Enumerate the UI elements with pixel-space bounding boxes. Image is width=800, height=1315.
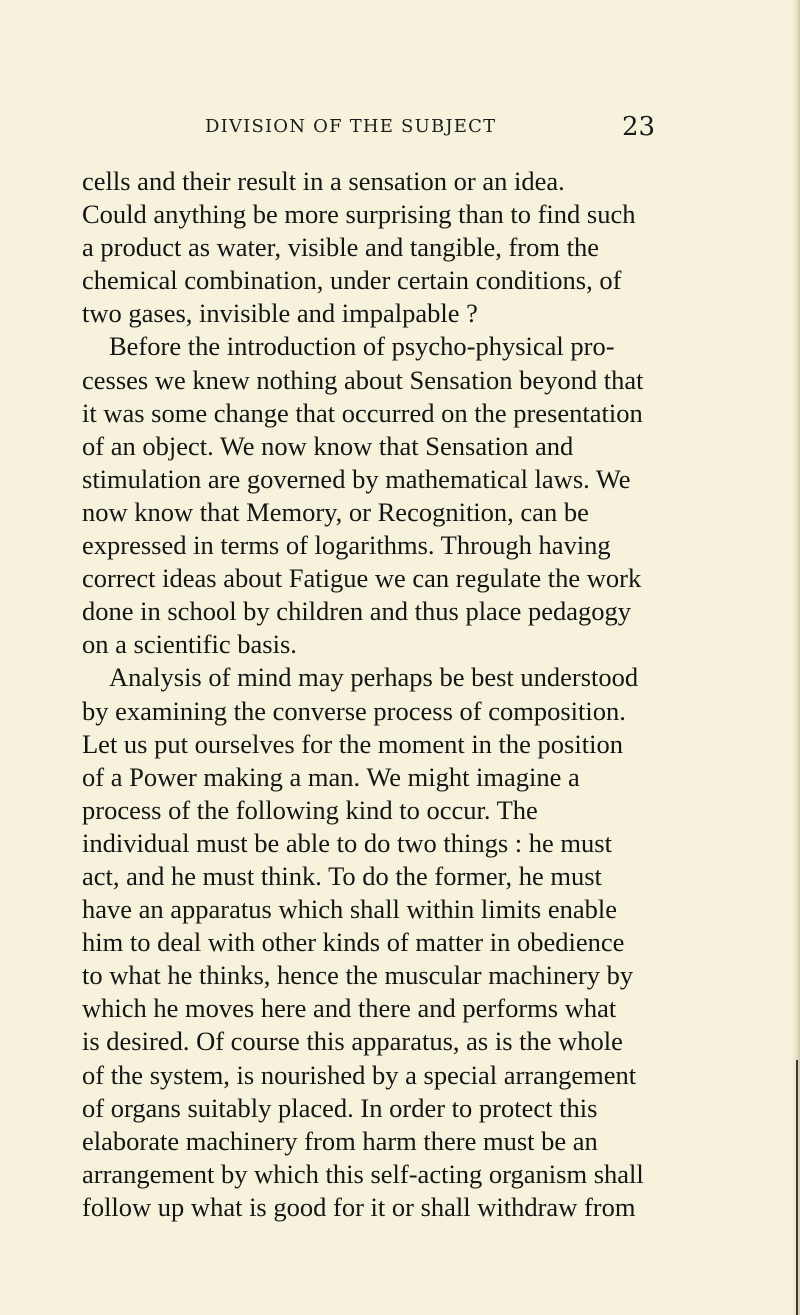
text-line: individual must be able to do two things : he must xyxy=(82,827,612,858)
text-line: done in school by children and thus place pedagogy xyxy=(82,596,631,627)
text-line: cesses we knew nothing about Sensation beyond that xyxy=(82,364,644,395)
text-line: Could anything be more surprising than to find such xyxy=(82,199,636,230)
text-line: chemical combination, under certain conditions, of xyxy=(82,265,622,296)
text-line: follow up what is good for it or shall withdraw from xyxy=(82,1191,636,1222)
text-line: stimulation are governed by mathematical laws. We xyxy=(82,463,631,494)
text-line: it was some change that occurred on the presentation xyxy=(82,397,643,428)
text-line: which he moves here and there and performs what xyxy=(82,993,617,1024)
page-number: 23 xyxy=(622,112,656,142)
text-line: correct ideas about Fatigue we can regulate the work xyxy=(82,563,642,594)
running-title: DIVISION OF THE SUBJECT xyxy=(205,116,497,137)
text-line: elaborate machinery from harm there must be an xyxy=(82,1125,598,1156)
text-line: of organs suitably placed. In order to protect this xyxy=(82,1092,598,1123)
text-line: to what he thinks, hence the muscular machinery by xyxy=(82,960,634,991)
text-line: arrangement by which this self-acting organism shall xyxy=(82,1158,644,1189)
text-line: expressed in terms of logarithms. Through having xyxy=(82,530,611,561)
paragraph-start-line: Before the introduction of psycho-physical pro- xyxy=(109,331,615,362)
running-head xyxy=(0,112,800,142)
text-line: of an object. We now know that Sensation and xyxy=(82,430,574,461)
text-line: on a scientific basis. xyxy=(82,629,297,660)
body-text xyxy=(82,165,788,1224)
text-line: cells and their result in a sensation or an idea. xyxy=(82,166,565,196)
paragraph-start-line: Analysis of mind may perhaps be best understood xyxy=(109,662,639,693)
text-line: act, and he must think. To do the former, he must xyxy=(82,860,602,891)
text-line: two gases, invisible and impalpable ? xyxy=(82,298,478,329)
text-line: of a Power making a man. We might imagine a xyxy=(82,761,580,792)
text-line: by examining the converse process of composition. xyxy=(82,695,626,726)
text-line: Let us put ourselves for the moment in the position xyxy=(82,728,623,759)
text-line: process of the following kind to occur. The xyxy=(82,794,538,825)
text-line: now know that Memory, or Recognition, can be xyxy=(82,496,589,527)
text-line: have an apparatus which shall within limits enable xyxy=(82,894,618,925)
text-line: him to deal with other kinds of matter in obedience xyxy=(82,927,625,958)
text-line: a product as water, visible and tangible, from the xyxy=(82,232,599,263)
text-line: of the system, is nourished by a special arrangement xyxy=(82,1059,637,1090)
page-edge-line xyxy=(796,1060,798,1315)
text-line: is desired. Of course this apparatus, as is the whole xyxy=(82,1026,623,1057)
